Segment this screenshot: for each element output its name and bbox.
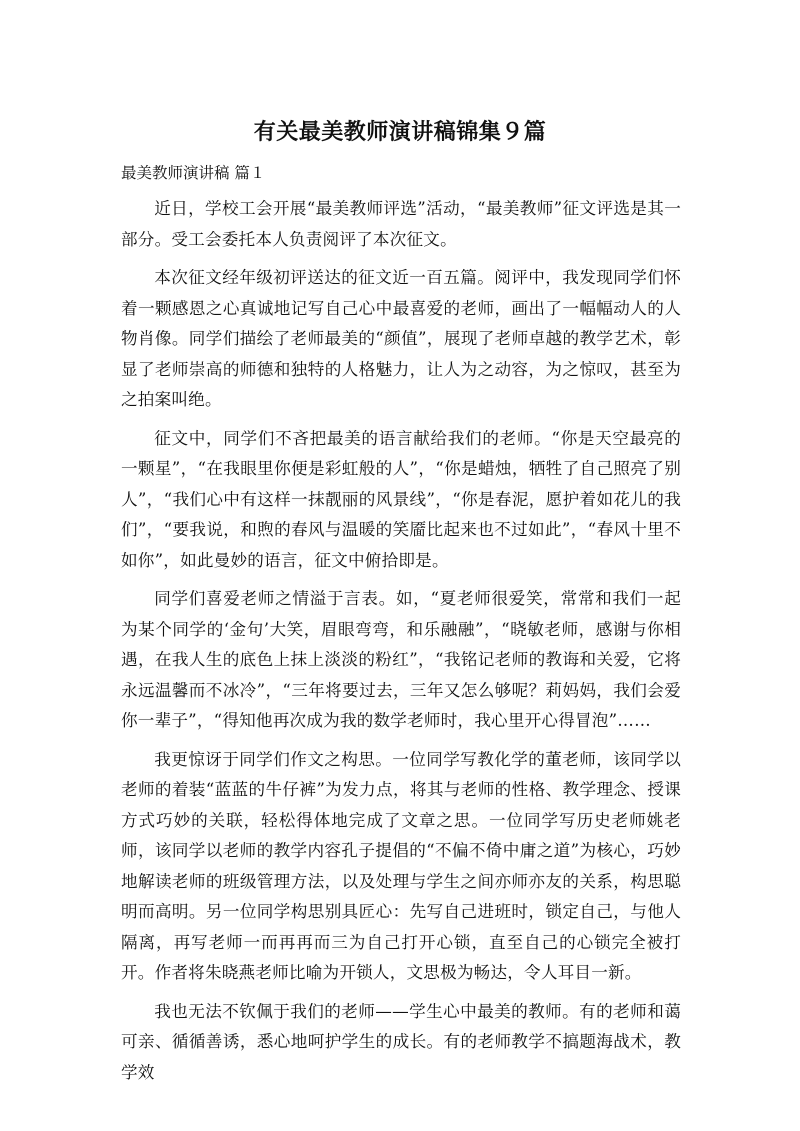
paragraph: 同学们喜爱老师之情溢于言表。如，“夏老师很爱笑，常常和我们一起为某个同学的‘金句’大笑，眉眼弯弯，和乐融融”，“晓敏老师，感谢与你相遇，在我人生的底色上抹上淡淡的粉红”，“我铭记老师的教诲和关爱，它将永远温馨而不冰冷”，“三年将要过去，三年又怎么够呢？莉妈妈，我们会爱你一辈子”，“得知他再次成为我的数学老师时，我心里开心得冒泡”…… [121, 589, 681, 730]
paragraph: 本次征文经年级初评送达的征文近一百五篇。阅评中，我发现同学们怀着一颗感恩之心真诚地记写自己心中最喜爱的老师，画出了一幅幅动人的人物肖像。同学们描绘了老师最美的“颜值”，展现了老师卓越的教学艺术，彰显了老师崇高的师德和独特的人格魅力，让人为之动容，为之惊叹，甚至为之拍案叫绝。 [121, 268, 681, 409]
document-body [121, 194, 681, 1096]
paragraph: 征文中，同学们不吝把最美的语言献给我们的老师。“你是天空最亮的一颗星”，“在我眼里你便是彩虹般的人”，“你是蜡烛，牺牲了自己照亮了别人”，“我们心中有这样一抹靓丽的风景线”，“你是春泥，愿护着如花儿的我们”，“要我说，和煦的春风与温暖的笑靥比起来也不过如此”，“春风十里不如你”，如此曼妙的语言，征文中俯拾即是。 [121, 428, 681, 570]
section-heading: 最美教师演讲稿 篇１ [121, 164, 266, 182]
paragraph: 近日，学校工会开展“最美教师评选”活动，“最美教师”征文评选是其一部分。受工会委托本人负责阅评了本次征文。 [121, 199, 681, 249]
paragraph: 我也无法不钦佩于我们的老师——学生心中最美的教师。有的老师和蔼可亲、循循善诱，悉心地呵护学生的成长。有的老师教学不搞题海战术，教学效 [121, 1001, 681, 1082]
paragraph: 我更惊讶于同学们作文之构思。一位同学写教化学的董老师，该同学以老师的着装“蓝蓝的牛仔裤”为发力点，将其与老师的性格、教学理念、授课方式巧妙的关联，轻松得体地完成了文章之思。一位同学写历史老师姚老师，该同学以老师的教学内容孔子提倡的“不偏不倚中庸之道”为核心，巧妙地解读老师的班级管理方法，以及处理与学生之间亦师亦友的关系，构思聪明而高明。另一位同学构思别具匠心：先写自己进班时，锁定自己，与他人隔离，再写老师一而再再而三为自己打开心锁，直至自己的心锁完全被打开。作者将朱晓燕老师比喻为开锁人，文思极为畅达，令人耳目一新。 [121, 749, 681, 982]
document-title: 有关最美教师演讲稿锦集９篇 [253, 120, 547, 145]
